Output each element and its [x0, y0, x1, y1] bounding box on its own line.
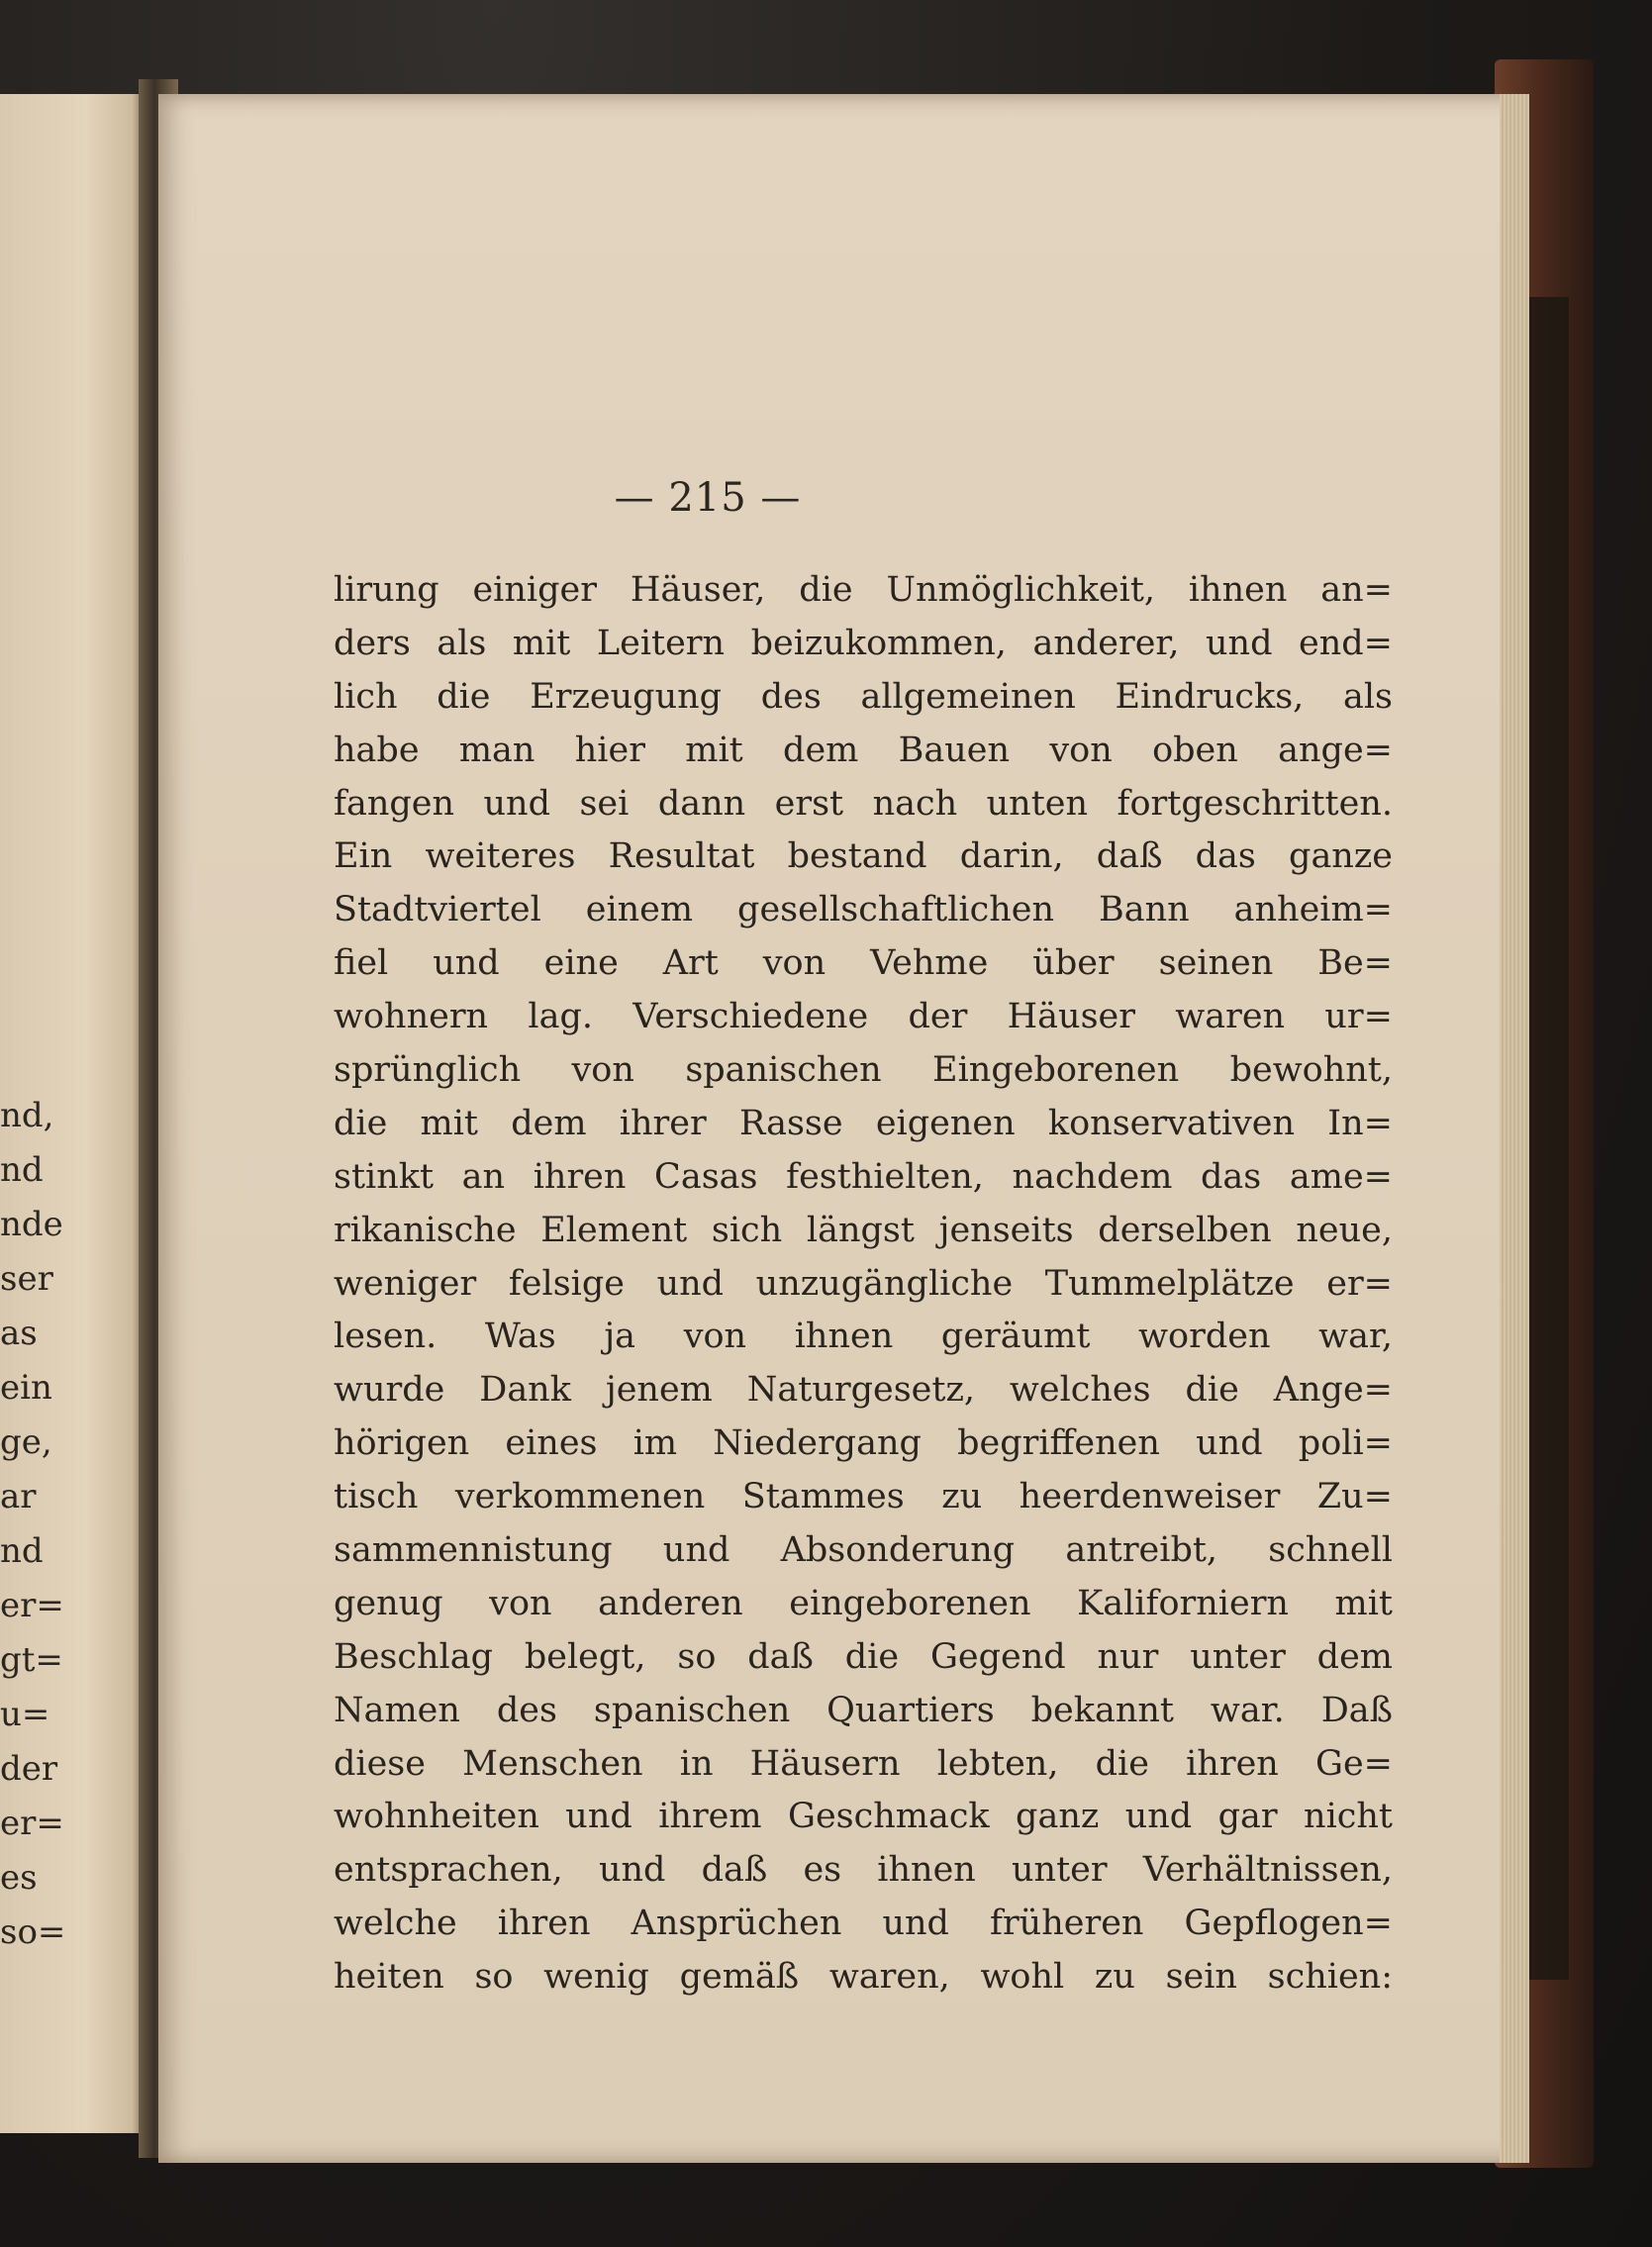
left-page-fragment: nd	[0, 1531, 44, 1571]
text-line: entsprachen, und daß es ihnen unter Verhältnissen,	[334, 1850, 1393, 1891]
left-page-fragment: ein	[0, 1368, 52, 1408]
left-page-fragment: gt=	[0, 1640, 63, 1680]
text-line: sprünglich von spanischen Eingeborenen bewohnt,	[334, 1050, 1393, 1091]
text-line: heiten so wenig gemäß waren, wohl zu sein schien:	[334, 1957, 1393, 1998]
left-page-fragment: er=	[0, 1804, 64, 1843]
left-page-fragment: ar	[0, 1477, 37, 1516]
text-line: genug von anderen eingeborenen Kaliforniern mit	[334, 1583, 1393, 1623]
text-line: lesen. Was ja von ihnen geräumt worden war,	[334, 1317, 1393, 1357]
book-cover-shadow	[1529, 297, 1569, 1980]
left-page-fragment: der	[0, 1749, 58, 1789]
text-line: sammennistung und Absonderung antreibt, schnell	[334, 1530, 1393, 1571]
left-page-fragment: er=	[0, 1586, 64, 1625]
left-page-fragment: es	[0, 1858, 38, 1898]
text-line: lirung einiger Häuser, die Unmöglichkeit, ihnen an=	[334, 570, 1393, 610]
text-line: Ein weiteres Resultat bestand darin, daß das ganze	[334, 836, 1393, 877]
text-line: hörigen eines im Niedergang begriffenen und poli=	[334, 1423, 1393, 1464]
text-line: tisch verkommenen Stammes zu heerdenweiser Zu=	[334, 1477, 1393, 1517]
right-page	[158, 94, 1529, 2163]
left-page-fragment: nde	[0, 1205, 63, 1244]
text-line: fiel und eine Art von Vehme über seinen Be=	[334, 943, 1393, 984]
text-line: stinkt an ihren Casas festhielten, nachdem das ame=	[334, 1156, 1393, 1197]
page-body-text	[334, 564, 1393, 2004]
left-page	[0, 94, 144, 2133]
text-line: wohnheiten und ihrem Geschmack ganz und gar nicht	[334, 1797, 1393, 1837]
text-line: Beschlag belegt, so daß die Gegend nur unter dem	[334, 1636, 1393, 1677]
left-page-fragment: as	[0, 1314, 38, 1353]
page-edges	[1500, 94, 1529, 2163]
left-page-fragment: so=	[0, 1912, 66, 1952]
left-page-fragment: u=	[0, 1695, 50, 1734]
text-line: habe man hier mit dem Bauen von oben ange=	[334, 730, 1393, 770]
text-line: fangen und sei dann erst nach unten fortgeschritten.	[334, 783, 1393, 824]
left-page-fragment: nd	[0, 1150, 44, 1190]
text-line: weniger felsige und unzugängliche Tummelplätze er=	[334, 1263, 1393, 1304]
left-page-fragment: ge,	[0, 1422, 52, 1462]
left-page-fragment: nd,	[0, 1096, 54, 1135]
text-line: lich die Erzeugung des allgemeinen Eindrucks, als	[334, 676, 1393, 717]
text-line: Namen des spanischen Quartiers bekannt war. Daß	[334, 1690, 1393, 1730]
left-page-fragment: ser	[0, 1259, 53, 1299]
page-number: — 215 —	[614, 475, 802, 521]
text-line: Stadtviertel einem gesellschaftlichen Bann anheim=	[334, 890, 1393, 930]
text-line: diese Menschen in Häusern lebten, die ihren Ge=	[334, 1743, 1393, 1784]
text-line: wurde Dank jenem Naturgesetz, welches die Ange=	[334, 1370, 1393, 1411]
text-line: welche ihren Ansprüchen und früheren Gepflogen=	[334, 1904, 1393, 1944]
text-line: rikanische Element sich längst jenseits derselben neue,	[334, 1210, 1393, 1250]
text-line: die mit dem ihrer Rasse eigenen konservativen In=	[334, 1103, 1393, 1143]
text-line: ders als mit Leitern beizukommen, anderer, und end=	[334, 623, 1393, 663]
text-line: wohnern lag. Verschiedene der Häuser waren ur=	[334, 997, 1393, 1037]
